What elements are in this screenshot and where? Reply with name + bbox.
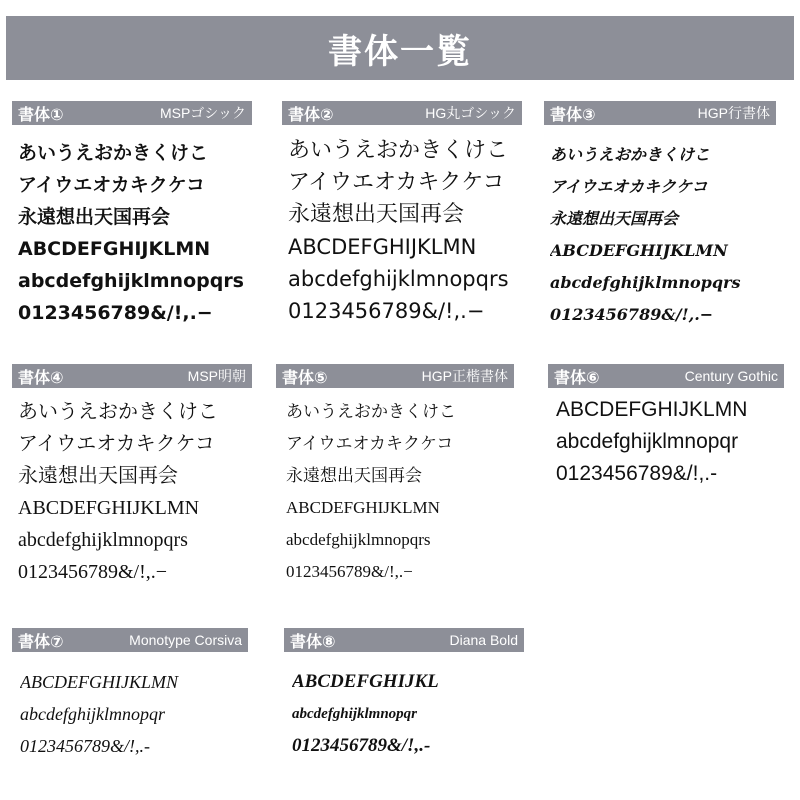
- sample-uppercase: ABCDEFGHIJKLMN: [18, 238, 211, 260]
- sample-katakana: アイウエオカキクケコ: [286, 434, 454, 453]
- font-header-6: [548, 364, 784, 388]
- sample-digits: 0123456789&/!,.−: [288, 299, 485, 323]
- sample-uppercase: ABCDEFGHIJKLMN: [550, 241, 728, 260]
- sample-digits: 0123456789&/!,.−: [286, 562, 413, 581]
- font-name: HGP行書体: [697, 105, 770, 121]
- font-samples: [556, 394, 784, 490]
- font-block-6: [548, 364, 784, 490]
- sample-kanji: 永遠想出天国再会: [18, 206, 171, 228]
- sample-lowercase: abcdefghijklmnopqr: [292, 706, 418, 722]
- font-samples: [550, 139, 776, 331]
- font-block-3: [544, 101, 776, 331]
- font-number: 書体⑧: [290, 631, 336, 651]
- font-name: HG丸ゴシック: [425, 105, 516, 121]
- font-number: 書体⑦: [18, 631, 64, 651]
- font-samples: [286, 396, 514, 588]
- sample-digits: 0123456789&/!,.−: [18, 302, 213, 324]
- sample-uppercase: ABCDEFGHIJKLMN: [286, 498, 440, 517]
- font-block-1: [12, 101, 252, 329]
- sample-lowercase: abcdefghijklmnopqr: [556, 430, 739, 453]
- sample-hiragana: あいうえおかきくけこ: [18, 142, 209, 164]
- sample-katakana: アイウエオカキクケコ: [288, 170, 505, 195]
- font-block-8: [284, 628, 524, 762]
- font-number: 書体⑤: [282, 367, 328, 387]
- sample-katakana: アイウエオカキクケコ: [18, 433, 215, 455]
- sample-hiragana: あいうえおかきくけこ: [550, 145, 711, 164]
- font-name: Monotype Corsiva: [129, 632, 242, 648]
- font-header-5: [276, 364, 514, 388]
- font-header-3: [544, 101, 776, 125]
- sample-digits: 0123456789&/!,.−: [18, 561, 168, 583]
- sample-digits: 0123456789&/!,.-: [292, 735, 431, 756]
- sample-lowercase: abcdefghijklmnopqrs: [18, 529, 188, 551]
- font-header-8: [284, 628, 524, 652]
- font-number: 書体④: [18, 367, 64, 387]
- page-title: 書体一覧: [6, 16, 794, 80]
- font-number: 書体①: [18, 104, 64, 124]
- font-name: MSPゴシック: [159, 105, 246, 121]
- font-samples: [18, 396, 252, 588]
- font-samples: [288, 135, 522, 327]
- font-header-4: [12, 364, 252, 388]
- sample-hiragana: あいうえおかきくけこ: [286, 402, 456, 421]
- sample-uppercase: ABCDEFGHIJKL: [292, 671, 439, 692]
- sample-kanji: 永遠想出天国再会: [18, 465, 178, 487]
- font-block-5: [276, 364, 514, 588]
- sample-hiragana: あいうえおかきくけこ: [18, 401, 218, 423]
- sample-hiragana: あいうえおかきくけこ: [288, 138, 509, 163]
- sample-kanji: 永遠想出天国再会: [550, 209, 679, 228]
- sample-uppercase: ABCDEFGHIJKLMN: [20, 672, 178, 692]
- font-name: Century Gothic: [684, 368, 778, 384]
- font-name: HGP正楷書体: [421, 368, 508, 384]
- font-name: Diana Bold: [449, 632, 518, 648]
- font-block-7: [12, 628, 248, 762]
- font-samples: [20, 666, 248, 762]
- font-samples: [18, 137, 252, 329]
- sample-lowercase: abcdefghijklmnopqrs: [288, 267, 509, 291]
- sample-kanji: 永遠想出天国再会: [286, 466, 422, 485]
- font-name: MSP明朝: [187, 368, 246, 384]
- sample-uppercase: ABCDEFGHIJKLMN: [556, 398, 748, 421]
- font-block-2: [282, 101, 522, 327]
- sample-digits: 0123456789&/!,.-: [20, 736, 150, 756]
- font-header-1: [12, 101, 252, 125]
- sample-lowercase: abcdefghijklmnopqrs: [286, 530, 431, 549]
- sample-kanji: 永遠想出天国再会: [288, 202, 465, 227]
- sample-uppercase: ABCDEFGHIJKLMN: [288, 235, 477, 259]
- font-number: 書体②: [288, 104, 334, 124]
- sample-katakana: アイウエオカキクケコ: [18, 174, 205, 196]
- font-header-7: [12, 628, 248, 652]
- font-samples: [292, 666, 524, 762]
- sample-lowercase: abcdefghijklmnopqrs: [18, 270, 244, 292]
- sample-digits: 0123456789&/!,.−: [550, 305, 714, 324]
- sample-katakana: アイウエオカキクケコ: [550, 177, 708, 196]
- font-number: 書体③: [550, 104, 596, 124]
- font-block-4: [12, 364, 252, 588]
- sample-lowercase: abcdefghijklmnopqr: [20, 704, 165, 724]
- font-header-2: [282, 101, 522, 125]
- sample-lowercase: abcdefghijklmnopqrs: [550, 273, 741, 292]
- sample-digits: 0123456789&/!,.-: [556, 462, 718, 485]
- font-number: 書体⑥: [554, 367, 600, 387]
- sample-uppercase: ABCDEFGHIJKLMN: [18, 497, 200, 519]
